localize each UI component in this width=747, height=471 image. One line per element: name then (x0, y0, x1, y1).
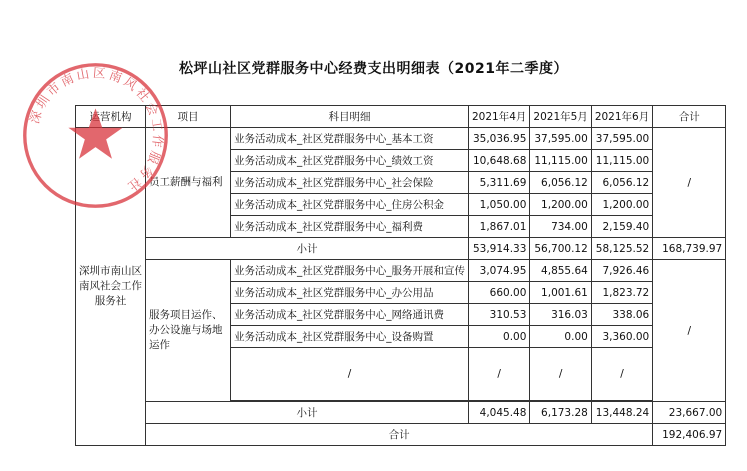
subtotal-row (76, 402, 726, 424)
amount-cell: 1,050.00 (469, 194, 530, 216)
subtotal-total: 23,667.00 (653, 402, 726, 424)
subtotal-may: 56,700.12 (530, 238, 591, 260)
header-item: 项目 (146, 106, 231, 128)
header-apr: 2021年4月 (469, 106, 530, 128)
amount-cell: 11,115.00 (530, 150, 591, 172)
detail-cell: / (231, 348, 469, 401)
detail-cell: 业务活动成本_社区党群服务中心_办公用品 (231, 282, 469, 304)
amount-cell: 37,595.00 (530, 128, 591, 150)
detail-cell: 业务活动成本_社区党群服务中心_网络通讯费 (231, 304, 469, 326)
amount-cell: 316.03 (530, 304, 591, 326)
detail-cell: 业务活动成本_社区党群服务中心_绩效工资 (231, 150, 469, 172)
group2-total-mark: / (653, 260, 726, 402)
amount-cell: / (530, 348, 591, 401)
page-title: 松坪山社区党群服务中心经费支出明细表（2021年二季度） (179, 61, 568, 77)
amount-cell: 10,648.68 (469, 150, 530, 172)
amount-cell: 1,200.00 (591, 194, 652, 216)
subtotal-apr: 4,045.48 (469, 402, 530, 424)
subtotal-apr: 53,914.33 (469, 238, 530, 260)
detail-cell: 业务活动成本_社区党群服务中心_服务开展和宣传 (231, 260, 469, 282)
detail-cell: 业务活动成本_社区党群服务中心_住房公积金 (231, 194, 469, 216)
table-row (76, 260, 726, 282)
grand-total-label: 合计 (146, 424, 653, 446)
amount-cell: / (469, 348, 530, 401)
amount-cell: 3,074.95 (469, 260, 530, 282)
header-jun: 2021年6月 (591, 106, 652, 128)
amount-cell: 35,036.95 (469, 128, 530, 150)
amount-cell: 4,855.64 (530, 260, 591, 282)
grand-total-row (76, 424, 726, 446)
detail-cell: 业务活动成本_社区党群服务中心_福利费 (231, 216, 469, 238)
amount-cell: 37,595.00 (591, 128, 652, 150)
amount-cell: 1,867.01 (469, 216, 530, 238)
subtotal-may: 6,173.28 (530, 402, 591, 424)
amount-cell: 660.00 (469, 282, 530, 304)
amount-cell: 11,115.00 (591, 150, 652, 172)
seal-text: 深圳市南山区南风社会工作服务社 (26, 64, 167, 196)
amount-cell: 5,311.69 (469, 172, 530, 194)
table-row (76, 128, 726, 150)
org-name-cell: 深圳市南山区南风社会工作服务社 (76, 128, 146, 446)
amount-cell: 338.06 (591, 304, 652, 326)
amount-cell: 0.00 (469, 326, 530, 348)
header-total: 合计 (653, 106, 726, 128)
amount-cell: 2,159.40 (591, 216, 652, 238)
subtotal-label: 小计 (146, 402, 469, 424)
subtotal-label: 小计 (146, 238, 469, 260)
subtotal-row (76, 238, 726, 260)
amount-cell: 7,926.46 (591, 260, 652, 282)
amount-cell: 734.00 (530, 216, 591, 238)
star-icon (68, 108, 122, 158)
amount-cell: 3,360.00 (591, 326, 652, 348)
header-detail: 科目明细 (231, 106, 469, 128)
amount-cell: / (591, 348, 652, 401)
amount-cell: 1,200.00 (530, 194, 591, 216)
group1-total-mark: / (653, 128, 726, 238)
amount-cell: 310.53 (469, 304, 530, 326)
amount-cell: 6,056.12 (591, 172, 652, 194)
detail-cell: 业务活动成本_社区党群服务中心_基本工资 (231, 128, 469, 150)
amount-cell: 6,056.12 (530, 172, 591, 194)
detail-cell: 业务活动成本_社区党群服务中心_设备购置 (231, 326, 469, 348)
subtotal-jun: 13,448.24 (591, 402, 652, 424)
header-org: 运营机构 (76, 106, 146, 128)
amount-cell: 0.00 (530, 326, 591, 348)
organization-seal (18, 58, 173, 213)
header-row (76, 106, 726, 128)
amount-cell: 1,001.61 (530, 282, 591, 304)
detail-cell: 业务活动成本_社区党群服务中心_社会保险 (231, 172, 469, 194)
group2-name: 服务项目运作、办公设施与场地运作 (146, 260, 231, 402)
header-may: 2021年5月 (530, 106, 591, 128)
amount-cell: 1,823.72 (591, 282, 652, 304)
grand-total-value: 192,406.97 (653, 424, 726, 446)
subtotal-jun: 58,125.52 (591, 238, 652, 260)
subtotal-total: 168,739.97 (653, 238, 726, 260)
group1-name: 员工薪酬与福利 (146, 128, 231, 238)
